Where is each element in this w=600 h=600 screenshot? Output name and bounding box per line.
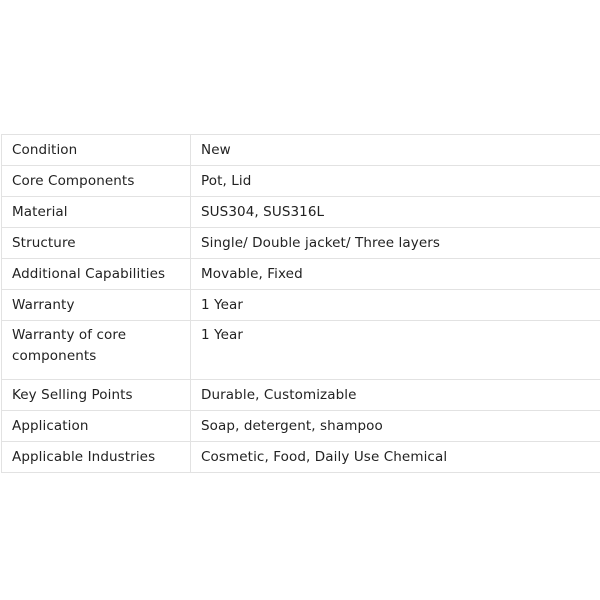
row-value: Pot, Lid	[191, 166, 600, 197]
row-value: Movable, Fixed	[191, 259, 600, 290]
table-row	[2, 290, 600, 321]
table-row	[2, 259, 600, 290]
row-value: 1 Year	[191, 321, 600, 380]
spec-table	[1, 134, 600, 473]
table-row	[2, 411, 600, 442]
spec-table-body	[2, 135, 600, 473]
row-label: Applicable Industries	[2, 442, 191, 473]
row-value: Cosmetic, Food, Daily Use Chemical	[191, 442, 600, 473]
table-row	[2, 166, 600, 197]
row-value: Durable, Customizable	[191, 380, 600, 411]
row-value: New	[191, 135, 600, 166]
table-row	[2, 380, 600, 411]
row-label: Application	[2, 411, 191, 442]
row-label: Core Components	[2, 166, 191, 197]
row-value: 1 Year	[191, 290, 600, 321]
table-row	[2, 442, 600, 473]
row-value: Soap, detergent, shampoo	[191, 411, 600, 442]
row-value: SUS304, SUS316L	[191, 197, 600, 228]
row-label: Warranty	[2, 290, 191, 321]
row-label: Material	[2, 197, 191, 228]
row-label: Key Selling Points	[2, 380, 191, 411]
table-row	[2, 321, 600, 380]
row-value: Single/ Double jacket/ Three layers	[191, 228, 600, 259]
table-row	[2, 197, 600, 228]
row-label: Warranty of core components	[2, 321, 191, 380]
table-row	[2, 135, 600, 166]
row-label: Structure	[2, 228, 191, 259]
row-label: Additional Capabilities	[2, 259, 191, 290]
table-row	[2, 228, 600, 259]
row-label: Condition	[2, 135, 191, 166]
